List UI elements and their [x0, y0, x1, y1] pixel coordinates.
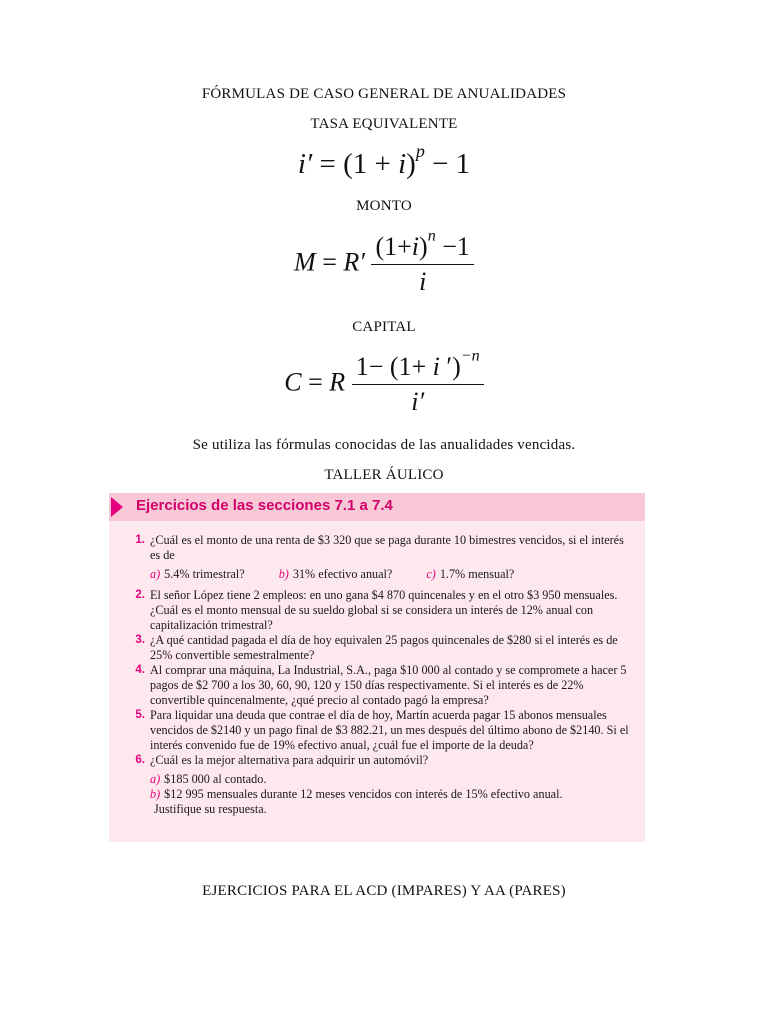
section-tasa-equivalente: TASA EQUIVALENTE: [310, 116, 458, 132]
option-text: $185 000 al contado.: [164, 772, 267, 786]
exercise-text: El señor López tiene 2 empleos: en uno gana $4 870 quincenales y en el otro $3 950 mensuales. ¿Cuál es el monto mensual de su sueldo global si se considera un interés de 12% anual con capitalización trimestral?: [150, 588, 618, 632]
formula-term: ′: [439, 352, 453, 381]
exercise-text: ¿A qué cantidad pagada el día de hoy equivalen 25 pagos quincenales de $280 si el interés es de 25% convertible semestralmente?: [150, 633, 618, 662]
exercise-option: [150, 802, 637, 817]
formula-term: i′: [297, 148, 313, 180]
formula-term: (1+: [375, 232, 412, 261]
formula-term: C: [284, 367, 302, 397]
formula-numerator: [352, 347, 484, 385]
option-text: 31% efectivo anual?: [292, 567, 393, 581]
exercise-number: 3.: [135, 634, 145, 646]
formula-term: M: [294, 247, 316, 277]
exercise-option: [150, 787, 637, 802]
exercise-item: [127, 663, 637, 708]
formula-exponent: −n: [460, 347, 480, 365]
formula-term: 1− (1+: [355, 352, 433, 381]
formulas-note: Se utiliza las fórmulas conocidas de las anualidades vencidas.: [192, 437, 576, 453]
option-text: $12 995 mensuales durante 12 meses vencidos con interés de 15% efectivo anual.: [164, 787, 563, 801]
exercise-text: Para liquidar una deuda que contrae el día de hoy, Martín acuerda pagar 15 abonos mensuales vencidos de $2140 y un pago final de $3 882.21, un mes después del último abono de $2140. Si el interés convenido fue de 19% efectivo anual, ¿cuál fue el importe de la deuda?: [150, 708, 629, 752]
option-text: Justifique su respuesta.: [154, 802, 267, 816]
formula-denominator: i: [419, 267, 427, 296]
formula-term: i: [432, 352, 440, 381]
formula-term: R: [329, 367, 346, 397]
exercise-option: [279, 567, 393, 582]
formula-monto: [0, 227, 768, 297]
option-letter: a): [150, 567, 161, 581]
exercise-item: [127, 588, 637, 633]
exercise-item: [127, 633, 637, 663]
exercise-options: [127, 772, 637, 817]
formula-exponent: n: [427, 227, 436, 245]
exercise-text: Al comprar una máquina, La Industrial, S.A., paga $10 000 al contado y se compromete a hacer 5 pagos de $2 700 a los 30, 60, 90, 120 y 150 días respectivamente. Si el interés es de 22% convertible quincenalmente, ¿qué precio al contado pagó la empresa?: [150, 663, 627, 707]
formula-term: R′: [343, 247, 365, 277]
section-monto: MONTO: [356, 198, 412, 214]
formula-term: =: [319, 148, 336, 180]
exercise-option: [150, 772, 637, 787]
exercises-header: [109, 493, 645, 521]
formula-term: ): [406, 148, 416, 180]
exercises-box: [109, 493, 645, 842]
formula-term: ): [452, 352, 461, 381]
exercise-number: 2.: [135, 589, 145, 601]
exercise-item: [127, 533, 637, 563]
formula-fraction: [352, 347, 484, 417]
exercise-list: [127, 533, 637, 817]
exercise-option: [426, 567, 514, 582]
option-letter: b): [150, 787, 161, 801]
formula-term: i: [411, 232, 420, 261]
triangle-arrow-icon: [111, 497, 123, 517]
option-letter: c): [426, 567, 436, 581]
formula-term: −1: [435, 232, 470, 261]
exercise-text: ¿Cuál es el monto de una renta de $3 320 que se paga durante 10 bimestres vencidos, si el interés es de: [150, 533, 624, 562]
exercise-item: [127, 708, 637, 753]
option-letter: a): [150, 772, 161, 786]
formula-term: =: [308, 367, 323, 397]
formula-tasa-equivalente: [0, 140, 768, 181]
exercise-option: [150, 567, 245, 582]
section-taller-aulico: TALLER ÁULICO: [324, 467, 444, 483]
formula-numerator: [371, 227, 473, 265]
exercise-options: [127, 567, 637, 582]
page-title: FÓRMULAS DE CASO GENERAL DE ANUALIDADES: [201, 86, 567, 102]
formula-denominator: i′: [411, 387, 425, 416]
formula-fraction: [371, 227, 473, 297]
page-footer: EJERCICIOS PARA EL ACD (IMPARES) Y AA (PARES): [202, 883, 566, 899]
exercise-item: [127, 753, 637, 768]
formula-term: − 1: [424, 148, 471, 180]
exercise-number: 1.: [135, 534, 145, 546]
exercise-number: 6.: [135, 754, 145, 766]
option-letter: b): [278, 567, 289, 581]
exercises-title: Ejercicios de las secciones 7.1 a 7.4: [136, 497, 393, 514]
formula-term: (1 +: [343, 148, 399, 180]
formula-term: ): [419, 232, 428, 261]
exercise-number: 5.: [135, 709, 145, 721]
formula-exponent: p: [415, 140, 425, 161]
option-text: 1.7% mensual?: [439, 567, 515, 581]
exercise-number: 4.: [135, 664, 145, 676]
formula-capital: [0, 347, 768, 417]
section-capital: CAPITAL: [352, 319, 416, 335]
formula-term: i: [398, 148, 407, 180]
option-text: 5.4% trimestral?: [164, 567, 245, 581]
exercise-text: ¿Cuál es la mejor alternativa para adquirir un automóvil?: [150, 753, 429, 767]
formula-term: =: [322, 247, 337, 277]
